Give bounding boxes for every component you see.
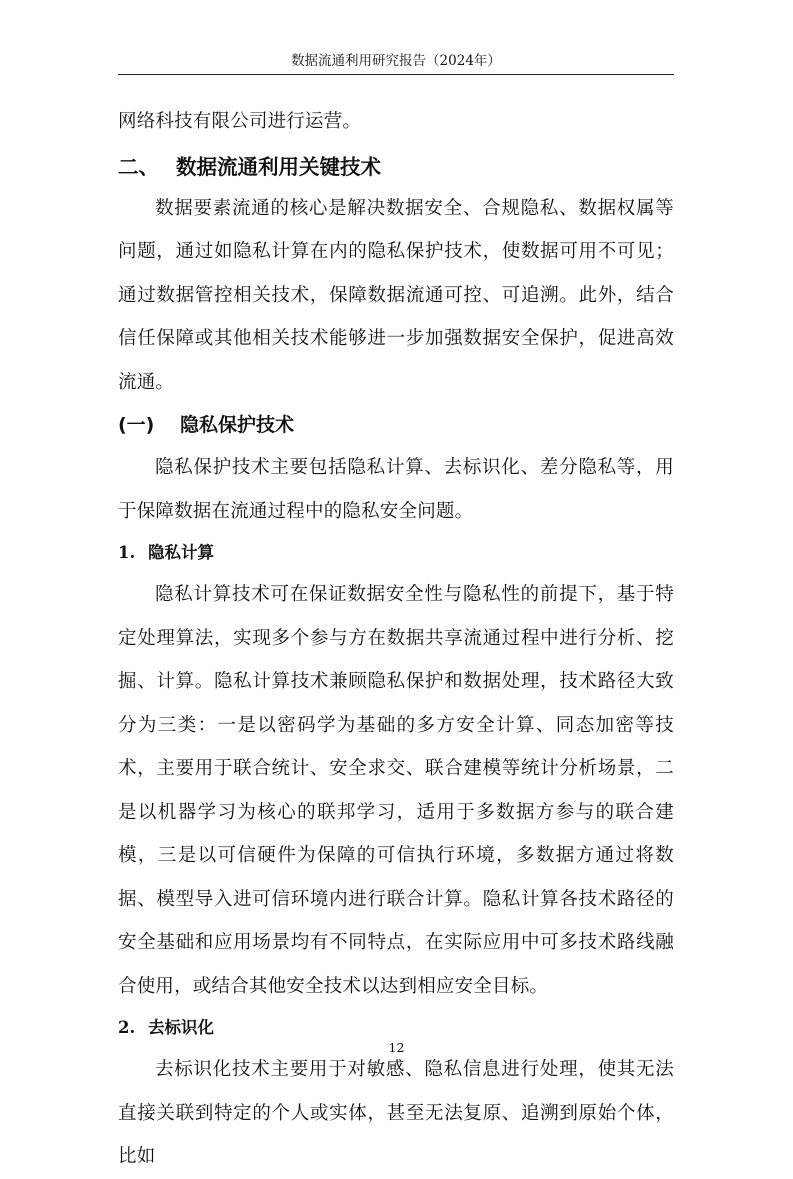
section-heading: [118, 147, 674, 187]
continuation-paragraph: 网络科技有限公司进行运营。: [118, 111, 362, 132]
subsection-intro-paragraph: 隐私保护技术主要包括隐私计算、去标识化、差分隐私等，用于保障数据在流通过程中的隐私安全问题。: [118, 457, 674, 522]
page-number: 12: [388, 1040, 405, 1055]
item1-paragraph: 隐私计算技术可在保证数据安全性与隐私性的前提下，基于特定处理算法，实现多个参与方在数据共享流通过程中进行分析、挖掘、计算。隐私计算技术兼顾隐私保护和数据处理，技术路径大致分为三类：一是以密码学为基础的多方安全计算、同态加密等技术，主要用于联合统计、安全求交、联合建模等统计分析场景，二是以机器学习为核心的联邦学习，适用于多数据方参与的联合建模，三是以可信硬件为保障的可信执行环境，多数据方通过将数据、模型导入进可信环境内进行联合计算。隐私计算各技术路径的安全基础和应用场景均有不同特点，在实际应用中可多技术路线融合使用，或结合其他安全技术以达到相应安全目标。: [118, 584, 674, 997]
running-header: 数据流通利用研究报告（2024年）: [291, 53, 501, 69]
subsection-heading: [118, 404, 674, 446]
section-title: 数据流通利用关键技术: [176, 154, 381, 179]
item2-number: 2.: [118, 1018, 136, 1037]
item1-title: 隐私计算: [148, 543, 214, 562]
section-intro-paragraph: 数据要素流通的核心是解决数据安全、合规隐私、数据权属等问题，通过如隐私计算在内的隐私保护技术，使数据可用不可见；通过数据管控相关技术，保障数据流通可控、可追溯。此外，结合信任保障或其他相关技术能够进一步加强数据安全保护，促进高效流通。: [118, 197, 674, 393]
item1-heading: [118, 533, 674, 573]
subsection-title: 隐私保护技术: [180, 414, 295, 436]
page-body: [118, 100, 674, 1179]
section-number: 二、: [118, 154, 159, 179]
item1-number: 1.: [118, 543, 136, 562]
item2-paragraph: 去标识化技术主要用于对敏感、隐私信息进行处理，使其无法直接关联到特定的个人或实体，甚至无法复原、追溯到原始个体，比如: [118, 1059, 674, 1167]
subsection-number: (一): [118, 414, 155, 436]
item2-title: 去标识化: [148, 1018, 214, 1037]
header-divider: [118, 74, 674, 75]
